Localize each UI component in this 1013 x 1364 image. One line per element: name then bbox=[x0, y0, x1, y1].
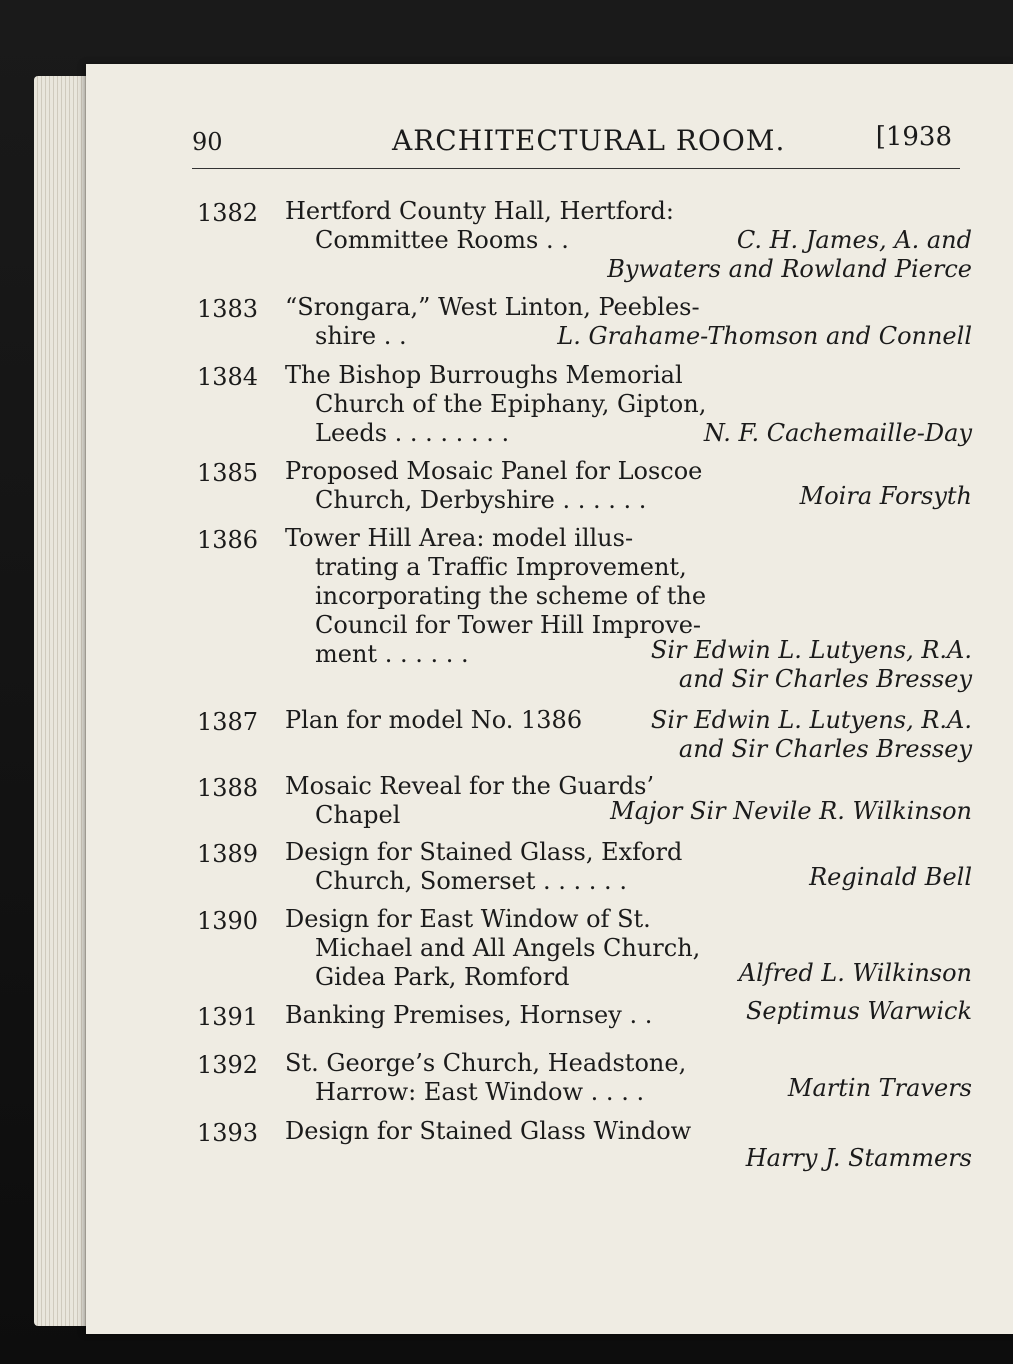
entry-number: 1391 bbox=[197, 1003, 259, 1031]
description-line: Michael and All Angels Church, bbox=[315, 934, 701, 962]
description-line: shire . . bbox=[315, 322, 407, 350]
entry-artist bbox=[739, 959, 972, 988]
description-line: “Srongara,” West Linton, Peebles- bbox=[285, 293, 700, 321]
artist-line: Sir Edwin L. Lutyens, R.A. bbox=[650, 636, 972, 664]
page-number: 90 bbox=[192, 128, 223, 156]
entry-artist bbox=[746, 997, 972, 1026]
entry-number: 1383 bbox=[197, 295, 259, 323]
entry-number: 1384 bbox=[197, 363, 259, 391]
description-line: Design for Stained Glass, Exford bbox=[285, 838, 683, 866]
entry-artist bbox=[557, 322, 972, 351]
entry-number: 1382 bbox=[197, 199, 259, 227]
description-line: Design for Stained Glass Window bbox=[285, 1117, 692, 1145]
description-line: Design for East Window of St. bbox=[285, 905, 651, 933]
description-line: ment . . . . . . bbox=[315, 640, 469, 668]
entry-artist bbox=[704, 419, 972, 448]
artist-line: N. F. Cachemaille-Day bbox=[703, 419, 972, 447]
description-line: Harrow: East Window . . . . bbox=[315, 1078, 645, 1106]
entry-artist bbox=[651, 706, 972, 764]
entry-artist bbox=[788, 1074, 972, 1103]
description-line: Church, Derbyshire . . . . . . bbox=[315, 486, 647, 514]
description-line: Committee Rooms . . bbox=[315, 226, 569, 254]
entry-description bbox=[285, 1117, 735, 1146]
artist-line: Major Sir Nevile R. Wilkinson bbox=[610, 797, 972, 825]
entry-artist bbox=[809, 863, 972, 892]
artist-line: Moira Forsyth bbox=[799, 482, 972, 510]
description-line: Plan for model No. 1386 bbox=[285, 706, 583, 734]
description-line: Church, Somerset . . . . . . bbox=[315, 867, 627, 895]
description-line: Chapel bbox=[315, 801, 401, 829]
entry-number: 1390 bbox=[197, 907, 259, 935]
entry-description bbox=[285, 838, 735, 896]
entry-number: 1386 bbox=[197, 526, 259, 554]
page-year: [1938 bbox=[875, 122, 952, 152]
entry-number: 1392 bbox=[197, 1051, 259, 1079]
description-line: trating a Traffic Improvement, bbox=[315, 553, 687, 581]
description-line: St. George’s Church, Headstone, bbox=[285, 1049, 687, 1077]
entry-number: 1385 bbox=[197, 459, 259, 487]
entry-description bbox=[285, 1001, 735, 1030]
entry-artist bbox=[746, 1144, 972, 1173]
artist-line: Bywaters and Rowland Pierce bbox=[607, 255, 972, 283]
entry-number: 1387 bbox=[197, 708, 259, 736]
description-line: Mosaic Reveal for the Guards’ bbox=[285, 772, 655, 800]
description-line: Leeds . . . . . . . . bbox=[315, 419, 510, 447]
entry-description bbox=[285, 1049, 735, 1107]
description-line: Tower Hill Area: model illus- bbox=[285, 524, 634, 552]
description-line: incorporating the scheme of the bbox=[315, 582, 707, 610]
header-rule bbox=[192, 168, 960, 169]
entry-artist bbox=[607, 226, 972, 284]
page-header bbox=[192, 120, 962, 164]
entry-description bbox=[285, 905, 735, 992]
artist-line: Septimus Warwick bbox=[745, 997, 972, 1025]
description-line: Church of the Epiphany, Gipton, bbox=[315, 390, 707, 418]
artist-line: L. Grahame-Thomson and Connell bbox=[557, 322, 972, 350]
entry-description bbox=[285, 361, 735, 448]
description-line: Proposed Mosaic Panel for Loscoe bbox=[285, 457, 703, 485]
description-line: Banking Premises, Hornsey . . bbox=[285, 1001, 653, 1029]
description-line: The Bishop Burroughs Memorial bbox=[285, 361, 683, 389]
artist-line: Sir Edwin L. Lutyens, R.A. bbox=[650, 706, 972, 734]
artist-line: Martin Travers bbox=[787, 1074, 972, 1102]
artist-line: Harry J. Stammers bbox=[745, 1144, 972, 1172]
entry-number: 1393 bbox=[197, 1119, 259, 1147]
entry-artist bbox=[610, 797, 972, 826]
artist-line: C. H. James, A. and bbox=[736, 226, 972, 254]
artist-line: and Sir Charles Bressey bbox=[678, 735, 972, 763]
description-line: Gidea Park, Romford bbox=[315, 963, 570, 991]
entry-number: 1389 bbox=[197, 840, 259, 868]
description-line: Council for Tower Hill Improve- bbox=[315, 611, 702, 639]
entry-description bbox=[285, 457, 735, 515]
entry-artist bbox=[800, 482, 972, 511]
description-line: Hertford County Hall, Hertford: bbox=[285, 197, 674, 225]
artist-line: Alfred L. Wilkinson bbox=[738, 959, 972, 987]
artist-line: and Sir Charles Bressey bbox=[678, 665, 972, 693]
entry-number: 1388 bbox=[197, 774, 259, 802]
entry-artist bbox=[651, 636, 972, 694]
artist-line: Reginald Bell bbox=[809, 863, 972, 891]
page-title: ARCHITECTURAL ROOM. bbox=[392, 124, 786, 157]
